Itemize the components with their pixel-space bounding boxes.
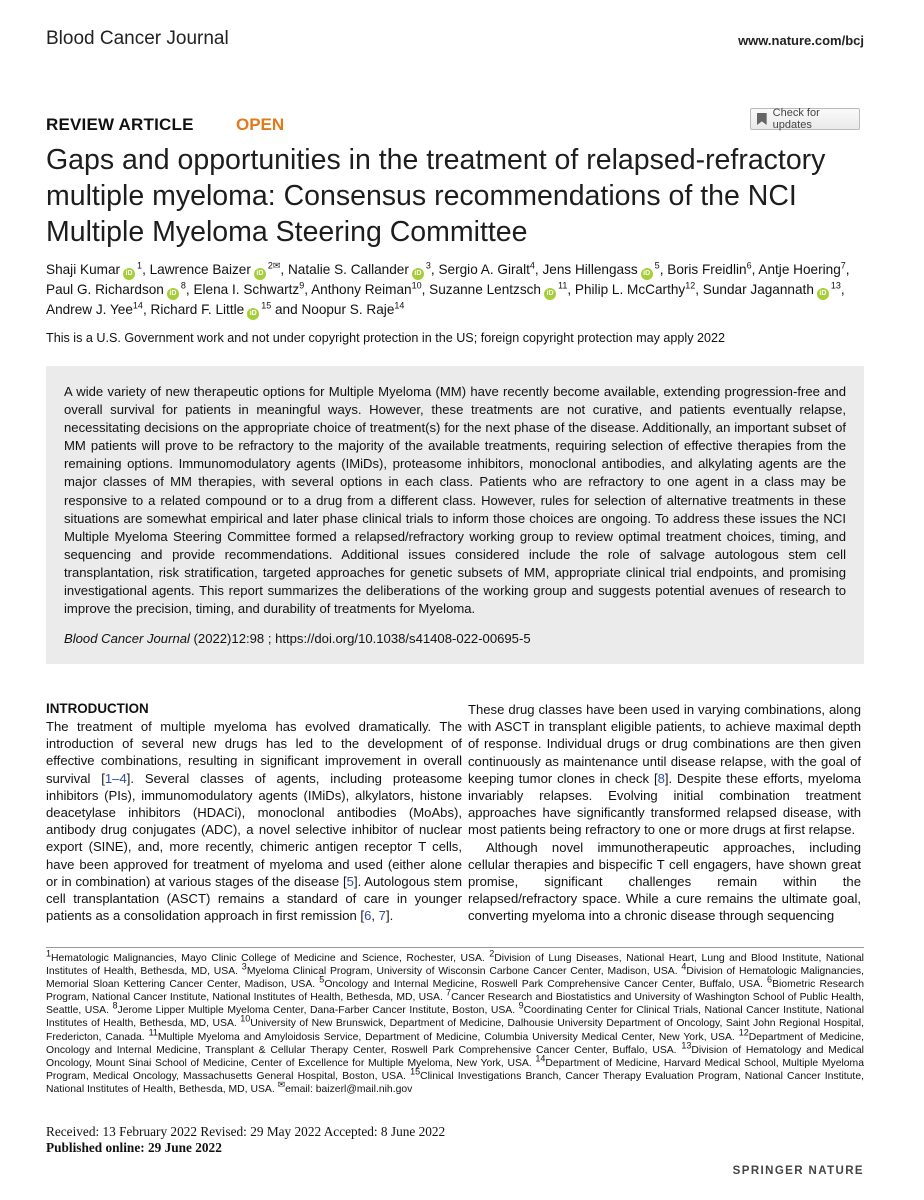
- author-affiliation-number: 7: [840, 260, 846, 271]
- author-name[interactable]: Shaji Kumar: [46, 262, 121, 277]
- affiliation-number: 12: [738, 1027, 749, 1038]
- affiliation-number: 11: [148, 1027, 158, 1038]
- affiliation-text: Department of Medicine, Oncology and Internal Medicine, Transplant & Cellular Therapy Center, Roswell Park Comprehensive Cancer Center, Buffalo, USA.: [46, 1031, 864, 1056]
- ref-link[interactable]: 1–4: [104, 770, 127, 786]
- affiliation-text: Division of Hematology and Medical Oncology, Mount Sinai School of Medicine, Center of Excellence for Multiple Myeloma, New York, USA.: [46, 1044, 864, 1069]
- author-name[interactable]: Andrew J. Yee: [46, 302, 133, 317]
- check-for-updates-label: Check for updates: [772, 107, 820, 131]
- author-name[interactable]: Natalie S. Callander: [287, 262, 409, 277]
- text: ,: [371, 908, 379, 924]
- author-affiliation-number: 5: [654, 260, 660, 271]
- author-name[interactable]: Boris Freidlin: [667, 262, 747, 277]
- affiliation-number: ✉: [277, 1079, 286, 1090]
- article-dates: Received: 13 February 2022 Revised: 29 May 2022 Accepted: 8 June 2022: [46, 1124, 446, 1139]
- affiliation-number: 2: [489, 948, 495, 959]
- abstract-text: A wide variety of new therapeutic options for Multiple Myeloma (MM) have recently become available, extending progression-free and overall survival for patients in meaningful ways. However, these treatments are not curative, and patients eventually relapse, necessitating decisions on the appropriate choice of treatment(s) for the next phase of the disease. Additionally, an important subset of MM patients will prove to be refractory to the majority of the available treatments, requiring selection of effective therapies from the remaining options. Immunomodulatory agents (IMiDs), proteasome inhibitors, monoclonal antibodies, and alkylating agents are the major classes of MM therapies, with several options in each class. Patients who are refractory to one agent in a class may be responsive to a related compound or to a drug from a different class. However, rules for selection of alternative treatments in these situations are somewhat empirical and later phase clinical trials to inform those choices are ongoing. To address these issues the NCI Multiple Myeloma Steering Committee formed a relapsed/refractory working group to review optimal treatment choices, timing, and sequencing and provide recommendations. Additional issues considered include the role of salvage autologous stem cell transplantation, risk stratification, targeted approaches for genetic subsets of MM, appropriate clinical trial endpoints, and promising investigational agents. This report summarizes the deliberations of the working group and suggests potential avenues of research to improve the precision, timing, and durability of treatments for Myeloma.: [64, 384, 846, 617]
- journal-url-link[interactable]: www.nature.com/bcj: [738, 33, 864, 48]
- affiliation-number: 3: [241, 961, 247, 972]
- author-name[interactable]: Jens Hillengass: [542, 262, 638, 277]
- author-affiliation-number: 12: [685, 280, 696, 291]
- published-date: Published online: 29 June 2022: [46, 1140, 222, 1155]
- affiliation-number: 14: [535, 1053, 546, 1064]
- orcid-icon[interactable]: iD: [247, 308, 259, 320]
- footnote-divider: [46, 947, 864, 948]
- article-type: REVIEW ARTICLE: [46, 115, 194, 134]
- ref-link[interactable]: 8: [657, 770, 665, 786]
- affiliation-text: Department of Medicine, Harvard Medical School, Multiple Myeloma Program, Medical Oncology, Massachusetts General Hospital, Boston, USA.: [46, 1057, 864, 1082]
- check-for-updates-button[interactable]: [750, 108, 860, 130]
- author-name[interactable]: Paul G. Richardson: [46, 282, 164, 297]
- affiliation-text: Jerome Lipper Multiple Myeloma Center, Dana-Farber Cancer Institute, Boston, USA.: [117, 1005, 519, 1017]
- affiliation-text: University of New Brunswick, Department of Medicine, Dalhousie University Department of Oncology, Saint John Regional Hospital, Fredericton, Canada.: [46, 1018, 864, 1043]
- paragraph: Although novel immunotherapeutic approaches, including cellular therapies and bispecific T cell engagers, have shown great promise, significant challenges remain within the relapsed/refractory space. While a cure remains the ultimate goal, converting myeloma into a chronic disease through sequencing: [468, 839, 861, 924]
- author-affiliation-number: 1: [137, 260, 143, 271]
- author-name[interactable]: Lawrence Baizer: [149, 262, 251, 277]
- affiliations: [46, 948, 865, 1096]
- author-affiliation-number: 11: [558, 280, 568, 291]
- affiliation-number: 4: [681, 961, 687, 972]
- affiliation-number: 7: [446, 987, 452, 998]
- intro-right-column: [468, 701, 861, 925]
- orcid-icon[interactable]: iD: [412, 268, 424, 280]
- ref-link[interactable]: 5: [346, 873, 354, 889]
- author-affiliation-number: 14: [394, 300, 405, 311]
- author-name[interactable]: Antje Hoering: [758, 262, 841, 277]
- text: These drug classes have been used in varying combinations, along with ASCT in transplant eligible patients, to achieve maximal depth of response. Individual drugs or drug combinations are then given continuously as maintenance until disease relapse, with the goal of keeping tumor clones in check [: [468, 702, 861, 786]
- affiliation-text: Clinical Investigations Branch, Cancer Therapy Evaluation Program, National Cancer Institute, National Institutes of Health, Bethesda, MD, USA.: [46, 1070, 864, 1095]
- affiliation-text: Division of Lung Diseases, National Heart, Lung and Blood Institute, National Institutes of Health, Bethesda, MD, USA.: [46, 953, 864, 978]
- text: ].: [385, 908, 394, 924]
- affiliation-number: 8: [112, 1000, 118, 1011]
- citation: [64, 631, 531, 646]
- author-affiliation-number: 10: [411, 280, 422, 291]
- text: ]. Despite these efforts, myeloma invariably relapses. Evolving initial combination treatment approaches have significantly transformed relapsed disease, with most patients being refractory to one or more drugs at first relapse.: [468, 770, 861, 838]
- author-name[interactable]: Richard F. Little: [150, 302, 245, 317]
- author-list: Shaji Kumar $iD^1$, Lawrence Baizer $iD^{2✉}$, Natalie S. Callander $iD^3$, Sergio A. Giralt$^4$, Jens Hillengass $iD^5$, Boris Freidlin$^6$, Antje Hoering$^7$, Paul G. Richardson $iD^8$, Elena I. Schwartz$^9$, Anthony Reiman$^{10}$, Suzanne Lentzsch $iD^{11}$, Philip L. McCarthy$^{12}$, Sundar Jagannath $iD^{13}$, Andrew J. Yee$^{14}$, Richard F. Little $iD^{15}$ and Noopur S. Raje$^{14}$: [46, 260, 876, 320]
- author-affiliation-number: 6: [746, 260, 752, 271]
- open-access-badge: OPEN: [236, 115, 285, 134]
- author-name[interactable]: Sergio A. Giralt: [438, 262, 530, 277]
- affiliation-text: Cancer Research and Biostatistics and University of Washington School of Public Health, Seattle, USA.: [46, 992, 865, 1017]
- affiliation-text: Division of Hematologic Malignancies, Memorial Sloan Kettering Cancer Center, Madison, USA.: [46, 966, 864, 991]
- orcid-icon[interactable]: iD: [641, 268, 653, 280]
- affiliation-text: Multiple Myeloma and Amyloidosis Service, Department of Medicine, Columbia University Medical Center, New York, USA.: [157, 1031, 739, 1043]
- author-affiliation-number: 13: [830, 280, 841, 291]
- text: ]. Autologous stem cell transplantation (ASCT) remains a standard of care in younger patients as a consolidation approach in first remission [: [46, 873, 462, 924]
- ref-link[interactable]: 6: [364, 908, 372, 924]
- author-affiliation-number: 14: [132, 300, 143, 311]
- affiliation-text: email: baizerl@mail.nih.gov: [285, 1083, 413, 1095]
- paragraph: [468, 701, 861, 839]
- author-affiliation-number: 8: [180, 280, 186, 291]
- author-affiliation-number: 2✉: [267, 260, 281, 271]
- ref-link[interactable]: 7: [378, 908, 386, 924]
- copyright-notice: This is a U.S. Government work and not under copyright protection in the US; foreign copyright protection may apply 2022: [46, 331, 726, 345]
- section-heading-introduction: INTRODUCTION: [46, 701, 149, 716]
- affiliation-text: Myeloma Clinical Program, University of Wisconsin Carbone Cancer Center, Madison, USA.: [246, 966, 682, 978]
- author-affiliation-number: 4: [529, 260, 535, 271]
- bookmark-icon: [757, 113, 767, 125]
- affiliation-number: 5: [319, 974, 325, 985]
- text: The treatment of multiple myeloma has evolved dramatically. The introduction of several new drugs has led to the development of effective combinations, resulting in significant improvement in overall survival [: [46, 719, 462, 786]
- author-affiliation-number: 15: [261, 300, 272, 311]
- affiliation-number: 9: [518, 1000, 524, 1011]
- affiliation-number: 13: [681, 1040, 692, 1051]
- citation-journal: Blood Cancer Journal: [64, 631, 190, 646]
- orcid-icon[interactable]: iD: [167, 288, 179, 300]
- affiliation-number: 15: [410, 1066, 421, 1077]
- publisher-logo: SPRINGER NATURE: [732, 1165, 864, 1177]
- affiliation-number: 6: [767, 974, 773, 985]
- orcid-icon[interactable]: iD: [544, 288, 556, 300]
- affiliation-number: 10: [240, 1014, 251, 1024]
- affiliation-text: Coordinating Center for Clinical Trials, National Cancer Institute, National Institutes of Health, Bethesda, MD, USA.: [46, 1005, 865, 1030]
- author-affiliation-number: 9: [299, 280, 305, 291]
- author-name[interactable]: Elena I. Schwartz: [193, 282, 300, 297]
- journal-name: Blood Cancer Journal: [46, 28, 229, 49]
- author-name[interactable]: Anthony Reiman: [311, 282, 412, 297]
- author-affiliation-number: 3: [425, 260, 431, 271]
- author-name[interactable]: Suzanne Lentzsch: [429, 282, 541, 297]
- affiliation-text: Hematologic Malignancies, Mayo Clinic College of Medicine and Science, Rochester, USA.: [51, 953, 490, 964]
- orcid-icon[interactable]: iD: [123, 268, 135, 280]
- author-name[interactable]: Philip L. McCarthy: [574, 282, 686, 297]
- orcid-icon[interactable]: iD: [817, 288, 829, 300]
- affiliation-text: Biometric Research Program, National Cancer Institute, National Institutes of Health, Bethesda, MD, USA.: [46, 979, 864, 1004]
- orcid-icon[interactable]: iD: [254, 268, 266, 280]
- author-name[interactable]: Noopur S. Raje: [301, 302, 395, 317]
- affiliation-text: Oncology and Internal Medicine, Roswell Park Comprehensive Cancer Center, Buffalo, USA.: [324, 979, 768, 991]
- affiliation-number: 1: [46, 948, 52, 959]
- intro-left-column: [46, 718, 462, 924]
- article-title: Gaps and opportunities in the treatment of relapsed-refractory multiple myeloma: Consensus recommendations of the NCI Multiple Myeloma Steering Committee: [46, 144, 826, 248]
- citation-doi[interactable]: (2022)12:98 ; https://doi.org/10.1038/s41408-022-00695-5: [189, 631, 531, 646]
- text: ]. Several classes of agents, including proteasome inhibitors (PIs), immunomodulatory agents (IMiDs), alkylators, histone deacetylase inhibitors (HDACi), monoclonal antibodies (MoAbs), antibody drug conjugates (ADC), a novel selective inhibitor of nuclear export (SINE), and, more recently, chimeric antigen receptor T cells, have been approved for treatment of myeloma and used (either alone or in combination) at various stages of the disease [: [46, 770, 462, 889]
- author-name[interactable]: Sundar Jagannath: [702, 282, 814, 297]
